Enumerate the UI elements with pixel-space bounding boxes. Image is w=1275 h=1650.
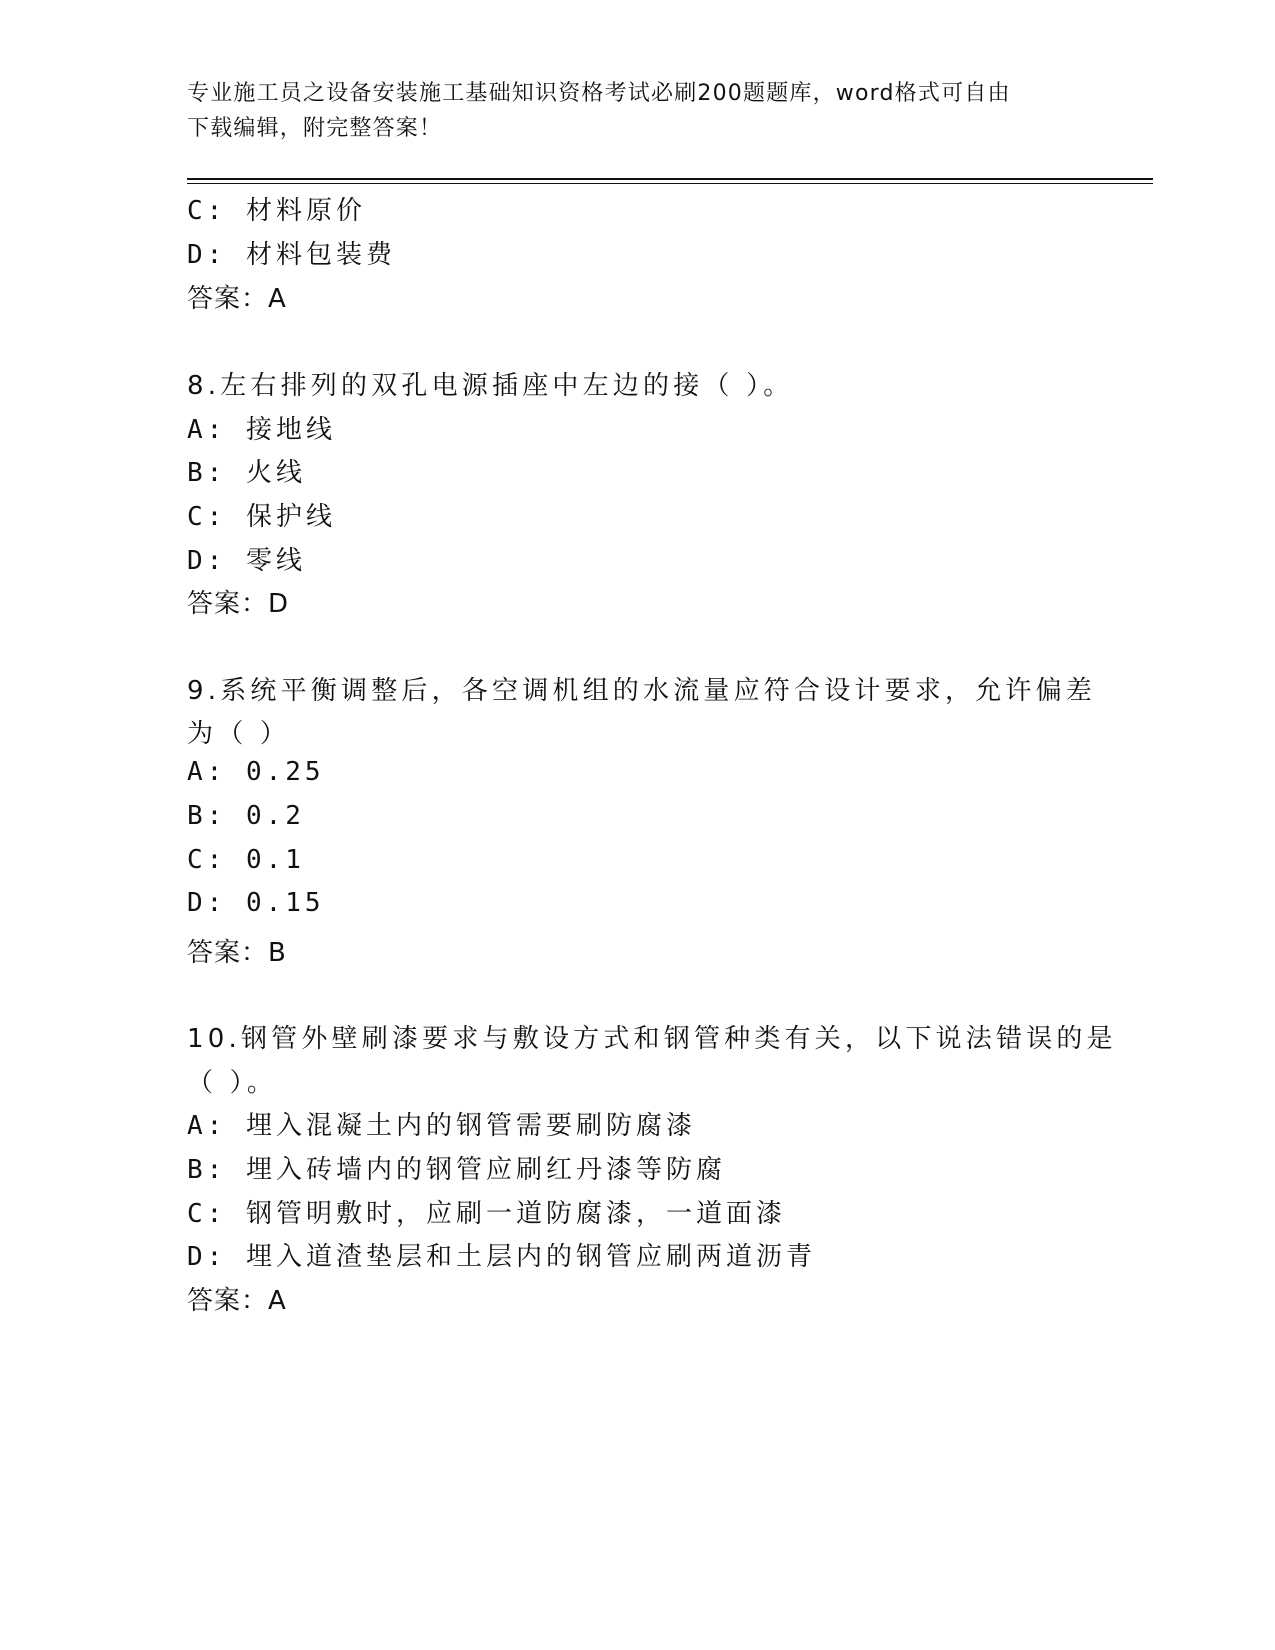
q10-option-d: D: 埋入道渣垫层和土层内的钢管应刷两道沥青 xyxy=(187,1242,816,1272)
q10-answer: 答案：A xyxy=(187,1286,287,1316)
q8-option-d: D: 零线 xyxy=(187,546,306,576)
document-header xyxy=(187,76,1067,146)
prev-option-c: C: 材料原价 xyxy=(187,196,366,226)
q10-option-b: B: 埋入砖墙内的钢管应刷红丹漆等防腐 xyxy=(187,1155,726,1185)
q10-stem-line1: 10.钢管外壁刷漆要求与敷设方式和钢管种类有关，以下说法错误的是 xyxy=(187,1024,1117,1054)
q8-answer: 答案：D xyxy=(187,589,290,619)
q8-stem: 8.左右排列的双孔电源插座中左边的接（ ）。 xyxy=(187,371,794,401)
q9-option-d: D: 0.15 xyxy=(187,888,325,918)
q9-answer: 答案：B xyxy=(187,938,287,968)
q8-option-a: A: 接地线 xyxy=(187,415,336,445)
q9-stem-line1: 9.系统平衡调整后，各空调机组的水流量应符合设计要求，允许偏差 xyxy=(187,676,1097,706)
q8-option-b: B: 火线 xyxy=(187,458,306,488)
q10-stem-line2: （ ）。 xyxy=(187,1068,278,1098)
q9-option-c: C: 0.1 xyxy=(187,845,305,875)
q9-stem-line2: 为（ ） xyxy=(187,719,291,749)
prev-option-d: D: 材料包装费 xyxy=(187,240,396,270)
q9-option-a: A: 0.25 xyxy=(187,757,325,787)
header-title-line1: 专业施工员之设备安装施工基础知识资格考试必刷200题题库，word格式可自由 xyxy=(187,81,1011,106)
q10-option-a: A: 埋入混凝土内的钢管需要刷防腐漆 xyxy=(187,1111,696,1141)
prev-answer: 答案：A xyxy=(187,284,287,314)
q9-option-b: B: 0.2 xyxy=(187,801,305,831)
q8-option-c: C: 保护线 xyxy=(187,502,336,532)
q10-option-c: C: 钢管明敷时，应刷一道防腐漆，一道面漆 xyxy=(187,1199,786,1229)
header-title-line2: 下载编辑，附完整答案！ xyxy=(187,116,443,141)
header-divider-thick xyxy=(187,178,1153,180)
header-divider-thin xyxy=(187,183,1153,184)
